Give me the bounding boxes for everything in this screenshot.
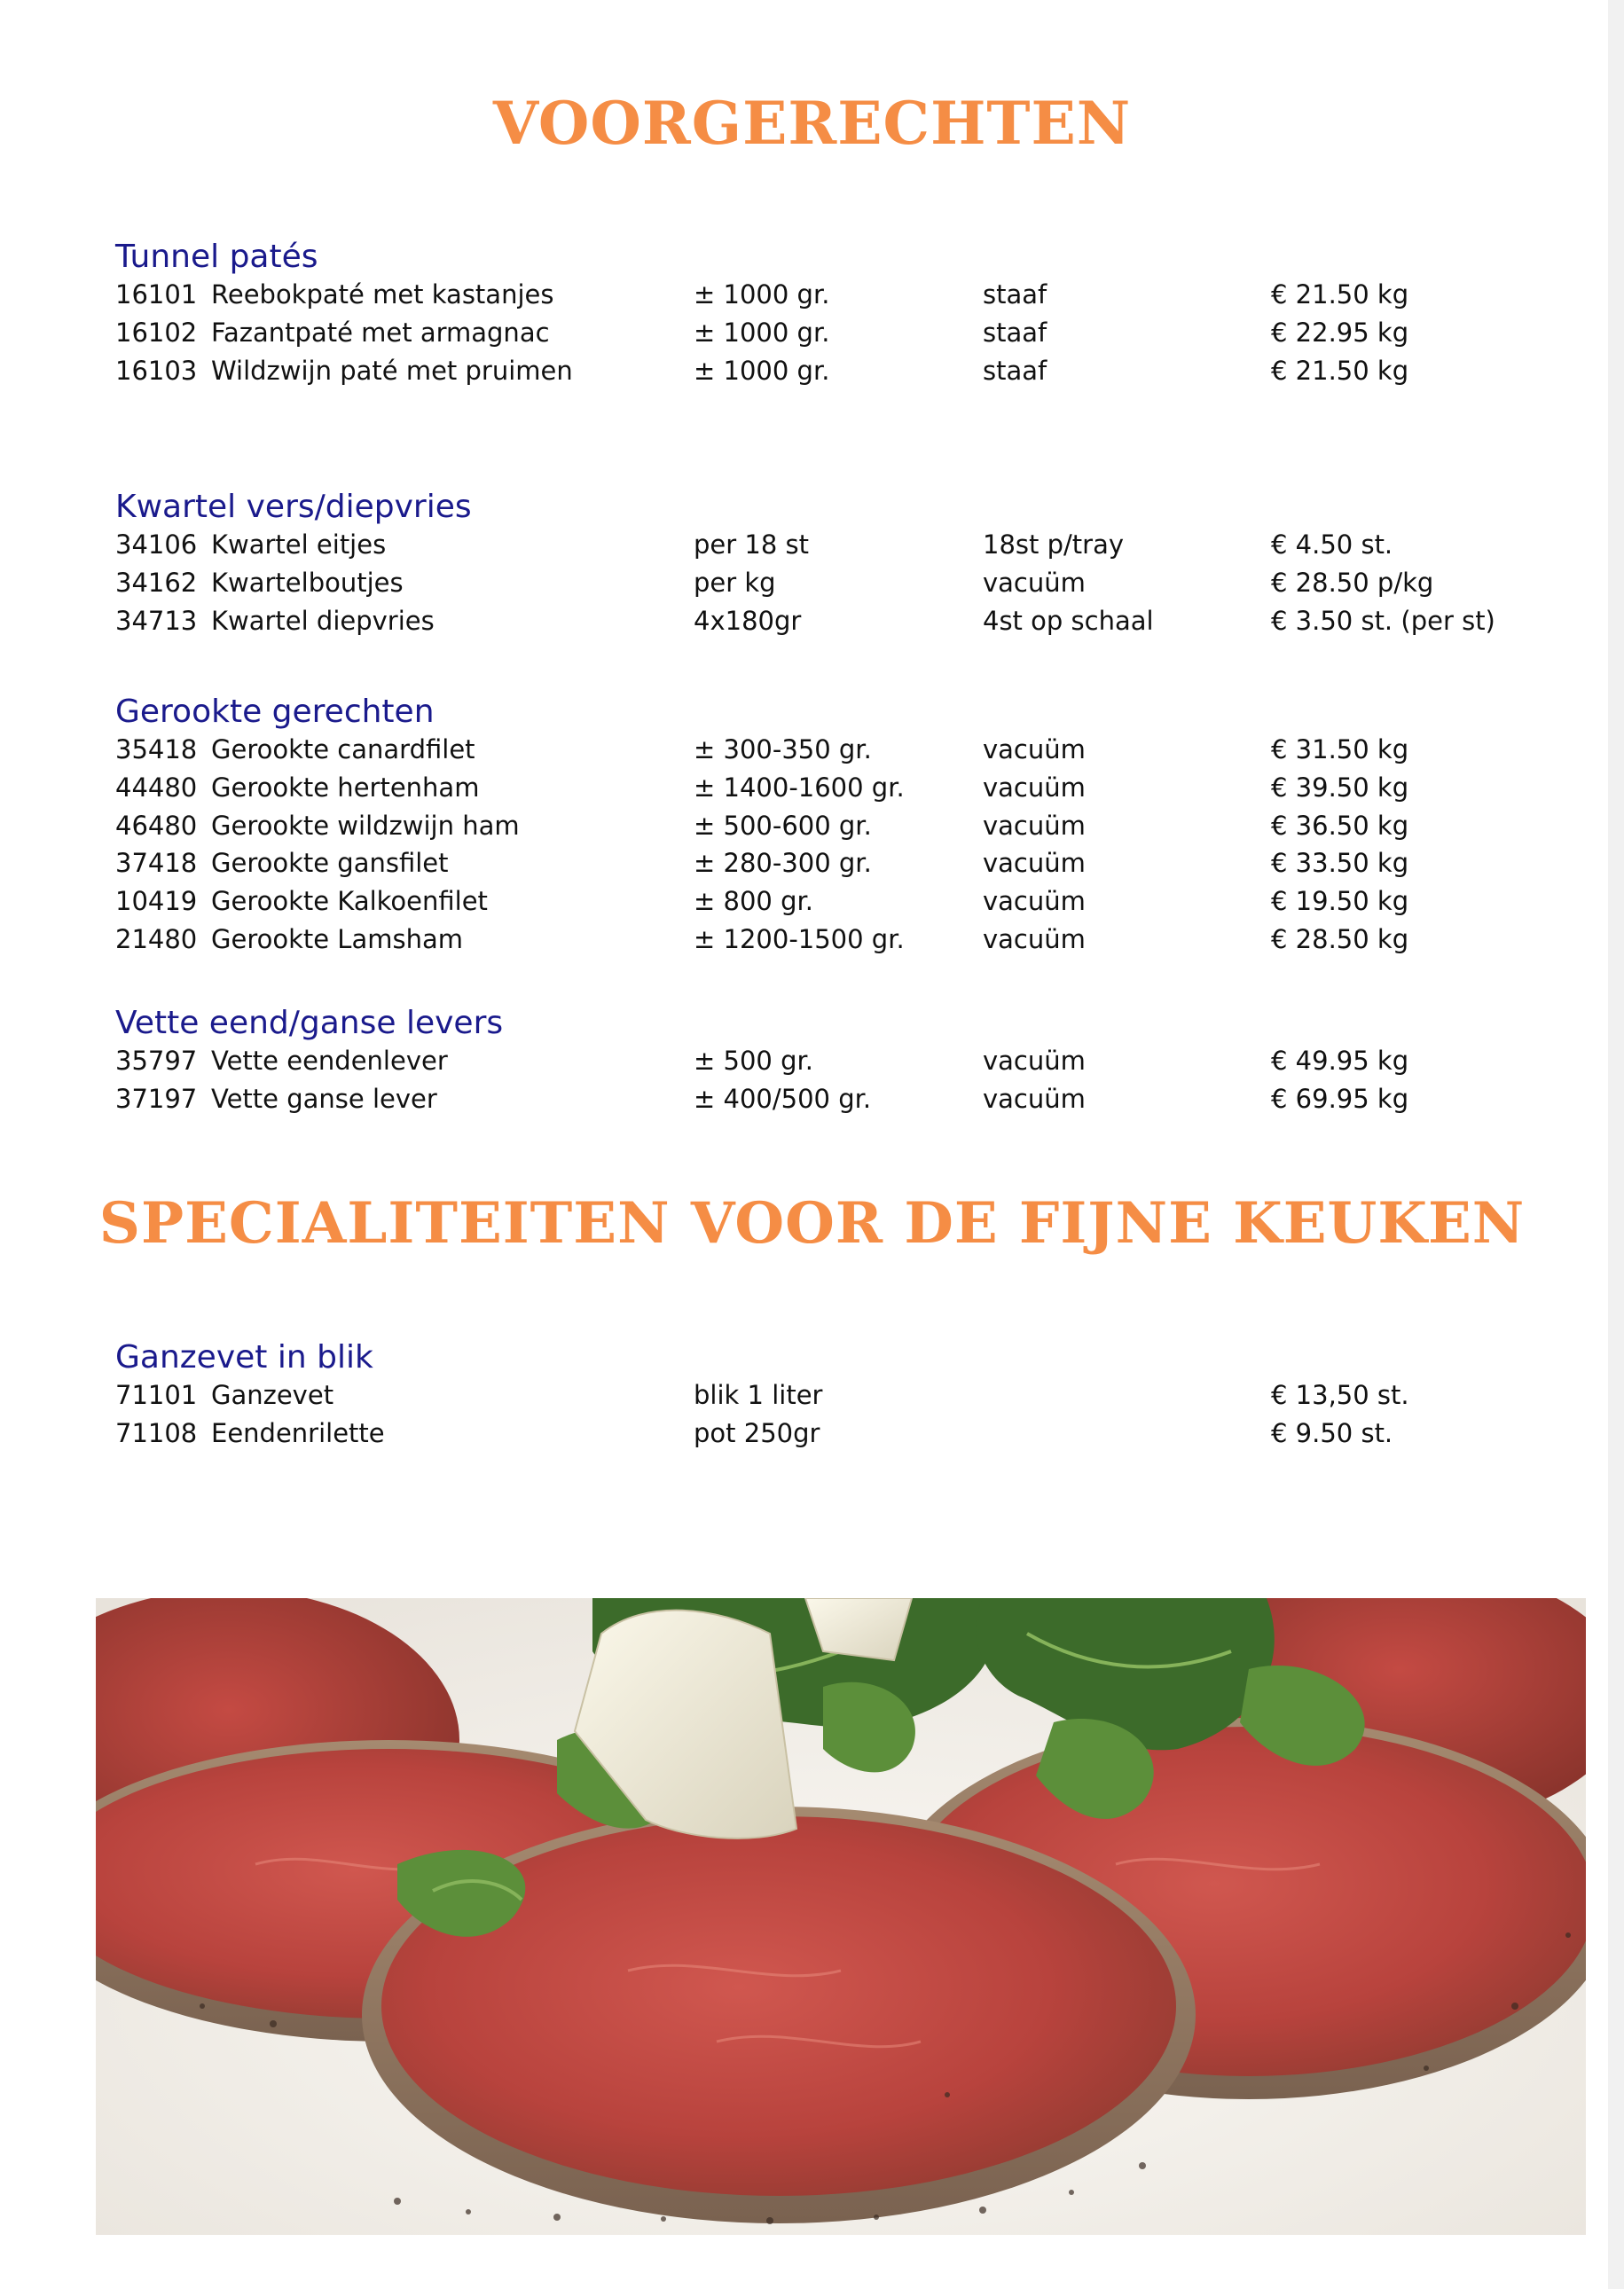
product-code: 46480	[115, 810, 198, 841]
product-row	[115, 882, 1534, 921]
product-packaging: vacuüm	[983, 886, 1086, 917]
product-weight: ± 400/500 gr.	[694, 1083, 872, 1114]
product-code: 16102	[115, 317, 198, 348]
product-row	[115, 731, 1534, 769]
product-price: € 22.95 kg	[1271, 317, 1409, 348]
product-code: 16101	[115, 279, 198, 310]
product-packaging: vacuüm	[983, 1046, 1086, 1076]
section-tunnel-pates	[115, 235, 1534, 389]
product-price: € 28.50 kg	[1271, 923, 1409, 954]
product-name: Gerookte wildzwijn ham	[211, 810, 520, 841]
product-name: Gerookte Kalkoenfilet	[211, 886, 488, 917]
product-row	[115, 807, 1534, 845]
product-code: 10419	[115, 886, 198, 917]
product-packaging: vacuüm	[983, 923, 1086, 954]
product-price: € 33.50 kg	[1271, 848, 1409, 879]
section-ganzevet	[115, 1336, 1534, 1453]
product-weight: ± 1000 gr.	[694, 317, 830, 348]
section-title: Kwartel vers/diepvries	[115, 489, 472, 525]
page-edge	[1608, 0, 1624, 2289]
product-price: € 13,50 st.	[1271, 1380, 1409, 1410]
product-weight: ± 1200-1500 gr.	[694, 923, 905, 954]
product-weight: ± 500-600 gr.	[694, 810, 872, 841]
product-name: Ganzevet	[211, 1380, 334, 1410]
product-weight: blik 1 liter	[694, 1380, 823, 1410]
product-packaging: 4st op schaal	[983, 605, 1154, 636]
product-packaging: staaf	[983, 317, 1047, 348]
product-packaging: vacuüm	[983, 1083, 1086, 1114]
section-vette-levers	[115, 1001, 1534, 1118]
product-row	[115, 844, 1534, 882]
product-row	[115, 602, 1534, 640]
product-name: Kwartel diepvries	[211, 605, 435, 636]
section-gerookte-gerechten	[115, 690, 1534, 959]
product-price: € 19.50 kg	[1271, 886, 1409, 917]
product-code: 37197	[115, 1083, 198, 1114]
product-weight: per 18 st	[694, 529, 809, 560]
product-packaging: staaf	[983, 355, 1047, 386]
product-weight: pot 250gr	[694, 1417, 820, 1448]
product-weight: ± 280-300 gr.	[694, 848, 872, 879]
product-price: € 39.50 kg	[1271, 772, 1409, 803]
product-row	[115, 921, 1534, 959]
section-title: Vette eend/ganse levers	[115, 1005, 504, 1041]
product-price: € 49.95 kg	[1271, 1046, 1409, 1076]
product-packaging: vacuüm	[983, 810, 1086, 841]
product-packaging: vacuüm	[983, 848, 1086, 879]
product-weight: ± 1000 gr.	[694, 355, 830, 386]
product-weight: ± 800 gr.	[694, 886, 813, 917]
product-packaging: vacuüm	[983, 734, 1086, 764]
product-row	[115, 1415, 1534, 1453]
product-packaging: 18st p/tray	[983, 529, 1125, 560]
product-name: Gerookte hertenham	[211, 772, 480, 803]
product-price: € 4.50 st.	[1271, 529, 1393, 560]
product-price: € 36.50 kg	[1271, 810, 1409, 841]
carpaccio-photo	[96, 1598, 1586, 2235]
product-name: Eendenrilette	[211, 1417, 385, 1448]
product-code: 34106	[115, 529, 198, 560]
specialties-heading: SPECIALITEITEN VOOR DE FIJNE KEUKEN	[98, 1190, 1526, 1257]
product-weight: ± 1400-1600 gr.	[694, 772, 905, 803]
product-row	[115, 1042, 1534, 1080]
product-row	[115, 1080, 1534, 1118]
product-price: € 31.50 kg	[1271, 734, 1409, 764]
product-weight: ± 1000 gr.	[694, 279, 830, 310]
starters-heading: VOORGERECHTEN	[492, 89, 1132, 158]
product-price: € 69.95 kg	[1271, 1083, 1409, 1114]
product-packaging: vacuüm	[983, 567, 1086, 598]
product-weight: ± 500 gr.	[694, 1046, 813, 1076]
product-weight: ± 300-350 gr.	[694, 734, 872, 764]
product-price: € 3.50 st. (per st)	[1271, 605, 1495, 636]
product-price: € 21.50 kg	[1271, 279, 1409, 310]
product-code: 34713	[115, 605, 198, 636]
product-row	[115, 769, 1534, 807]
product-name: Kwartelboutjes	[211, 567, 404, 598]
product-code: 44480	[115, 772, 198, 803]
product-name: Wildzwijn paté met pruimen	[211, 355, 573, 386]
product-row	[115, 352, 1534, 390]
product-code: 35418	[115, 734, 198, 764]
section-kwartel	[115, 485, 1534, 639]
product-packaging: staaf	[983, 279, 1047, 310]
product-row	[115, 526, 1534, 564]
section-title: Tunnel patés	[115, 239, 318, 275]
product-name: Kwartel eitjes	[211, 529, 387, 560]
product-price: € 9.50 st.	[1271, 1417, 1393, 1448]
product-name: Fazantpaté met armagnac	[211, 317, 550, 348]
product-row	[115, 314, 1534, 352]
product-weight: per kg	[694, 567, 776, 598]
product-row	[115, 1376, 1534, 1415]
product-price: € 28.50 p/kg	[1271, 567, 1434, 598]
product-row	[115, 276, 1534, 314]
product-code: 37418	[115, 848, 198, 879]
product-code: 21480	[115, 923, 198, 954]
product-code: 16103	[115, 355, 198, 386]
product-code: 35797	[115, 1046, 198, 1076]
product-name: Gerookte canardfilet	[211, 734, 475, 764]
product-name: Gerookte gansfilet	[211, 848, 449, 879]
product-row	[115, 564, 1534, 602]
product-name: Vette eendenlever	[211, 1046, 448, 1076]
product-code: 71108	[115, 1417, 198, 1448]
product-packaging: vacuüm	[983, 772, 1086, 803]
product-name: Reebokpaté met kastanjes	[211, 279, 554, 310]
product-name: Gerookte Lamsham	[211, 923, 463, 954]
product-code: 34162	[115, 567, 198, 598]
product-name: Vette ganse lever	[211, 1083, 437, 1114]
product-code: 71101	[115, 1380, 198, 1410]
section-title: Gerookte gerechten	[115, 694, 435, 730]
section-title: Ganzevet in blik	[115, 1339, 373, 1376]
product-weight: 4x180gr	[694, 605, 802, 636]
product-price: € 21.50 kg	[1271, 355, 1409, 386]
